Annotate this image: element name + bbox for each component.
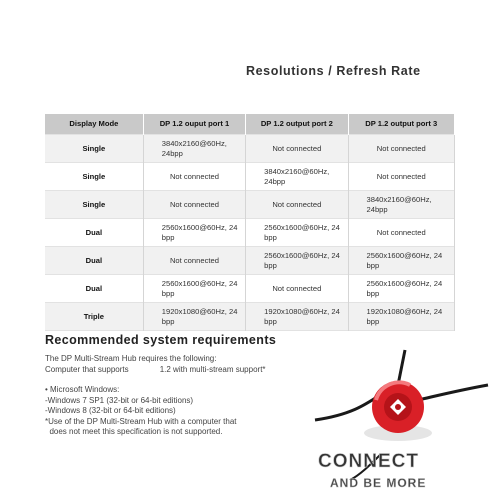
cell-display-mode: Dual [45, 247, 143, 275]
cell-display-mode: Single [45, 163, 143, 191]
requirements-line: -Windows 7 SP1 (32-bit or 64-bit editions) [45, 395, 194, 405]
table-row [45, 163, 455, 191]
cell-port-3: Not connected [348, 135, 454, 163]
table-row [45, 219, 455, 247]
resolution-table [45, 114, 455, 331]
cable [315, 395, 380, 420]
cell-port-1: 2560x1600@60Hz, 24 bpp [143, 275, 245, 303]
cell-port-2: 2560x1600@60Hz, 24 bpp [246, 247, 348, 275]
cable [418, 385, 488, 400]
cable [398, 350, 405, 385]
header-port-2: DP 1.2 output port 2 [246, 114, 348, 135]
header-port-1: DP 1.2 ouput port 1 [143, 114, 245, 135]
cell-port-2: 3840x2160@60Hz, 24bpp [246, 163, 348, 191]
cell-display-mode: Dual [45, 219, 143, 247]
cell-port-2: Not connected [246, 191, 348, 219]
page-heading: Resolutions / Refresh Rate [246, 64, 421, 78]
cell-port-2: 1920x1080@60Hz, 24 bpp [246, 303, 348, 331]
cell-port-2: Not connected [246, 135, 348, 163]
cell-display-mode: Single [45, 191, 143, 219]
requirements-text [45, 354, 355, 438]
hub-product-graphic [310, 345, 490, 495]
requirements-line: The DP Multi-Stream Hub requires the following: [45, 354, 217, 363]
cell-port-3: 2560x1600@60Hz, 24 bpp [348, 275, 454, 303]
table-row [45, 191, 455, 219]
table-row [45, 247, 455, 275]
cell-port-2: 2560x1600@60Hz, 24 bpp [246, 219, 348, 247]
cell-port-3: 1920x1080@60Hz, 24 bpp [348, 303, 454, 331]
table-row [45, 275, 455, 303]
requirements-line: -Windows 8 (32-bit or 64-bit editions) [45, 406, 176, 415]
cell-display-mode: Single [45, 135, 143, 163]
cell-port-1: Not connected [143, 163, 245, 191]
requirements-line: Computer that supports 1.2 with multi-stream support* [45, 364, 266, 374]
cell-port-2: Not connected [246, 275, 348, 303]
be-more-text: AND BE MORE [330, 476, 427, 490]
cell-port-3: 2560x1600@60Hz, 24 bpp [348, 247, 454, 275]
table-row [45, 135, 455, 163]
header-port-3: DP 1.2 output port 3 [348, 114, 454, 135]
cell-port-1: 1920x1080@60Hz, 24 bpp [143, 303, 245, 331]
connect-text: CONNECT [318, 451, 419, 472]
cell-port-3: 3840x2160@60Hz, 24bpp [348, 191, 454, 219]
cell-port-3: Not connected [348, 219, 454, 247]
header-display-mode: Display Mode [45, 114, 143, 135]
requirements-line: *Use of the DP Multi-Stream Hub with a computer that [45, 416, 237, 426]
cell-display-mode: Dual [45, 275, 143, 303]
requirements-line: • Microsoft Windows: [45, 385, 120, 394]
cell-port-1: Not connected [143, 191, 245, 219]
cell-port-3: Not connected [348, 163, 454, 191]
requirements-title: Recommended system requirements [45, 333, 277, 347]
table-header-row [45, 114, 455, 135]
cell-port-1: 2560x1600@60Hz, 24 bpp [143, 219, 245, 247]
cell-port-1: Not connected [143, 247, 245, 275]
requirements-line: does not meet this specification is not supported. [45, 427, 223, 436]
table-row [45, 303, 455, 331]
cell-port-1: 3840x2160@60Hz, 24bpp [143, 135, 245, 163]
cell-display-mode: Triple [45, 303, 143, 331]
table-body [45, 135, 455, 331]
